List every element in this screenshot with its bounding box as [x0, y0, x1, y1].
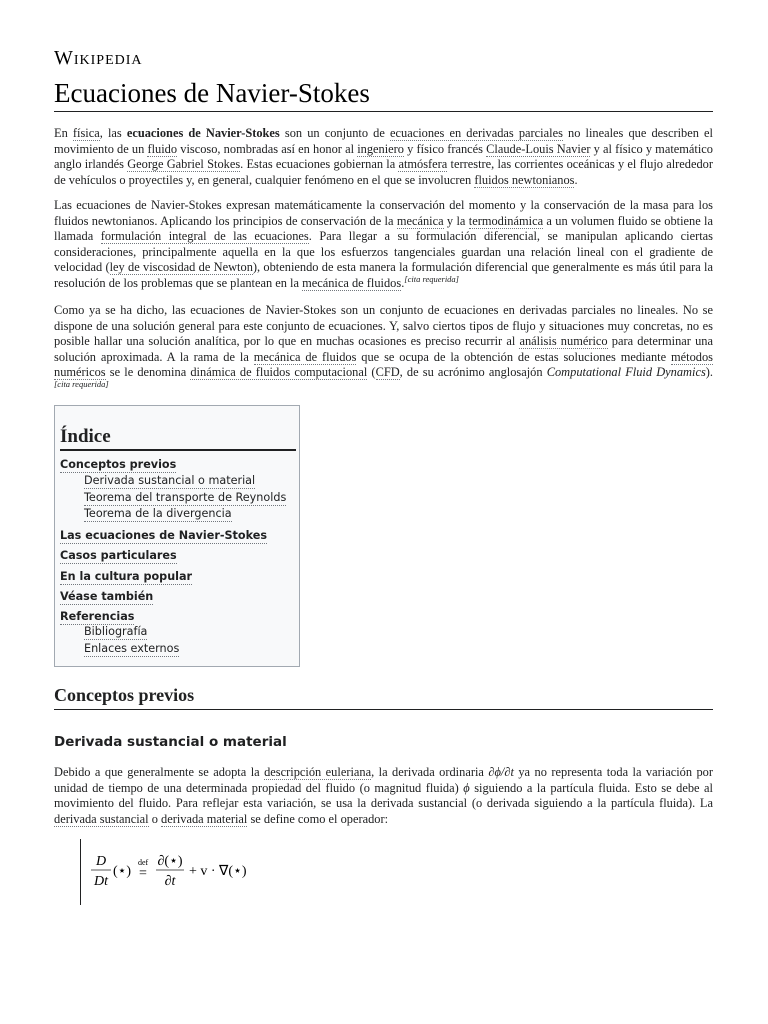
link-cfd[interactable]: CFD — [375, 365, 400, 379]
intro-paragraph-2: Las ecuaciones de Navier-Stokes expresan matemáticamente la conservación del momento y la conservación de la masa para los fluidos newtonianos. Aplicando los principios de conservación de la mecánica y la termodinámica a un volumen fluido se obtiene la llamada formulación integral de las ecuaciones. Para llegar a su formulación diferencial, se manipulan aplicando ciertas consideraciones, principalmente aquella en la que los esfuerzos tangenciales guardan una relación lineal con el gradiente de velocidad (ley de viscosidad de Newton), obteniendo de esta manera la formulación diferencial que generalmente es más útil para la resolución de los problemas que se plantean en la mecánica de fluidos.[cita requerida] — [54, 198, 714, 290]
link-metodos-numericos[interactable]: métodos numéricos — [54, 349, 713, 379]
material-derivative-formula — [80, 839, 281, 905]
link-fluido[interactable]: fluido — [147, 141, 178, 156]
wikipedia-wordmark[interactable]: Wikipedia — [54, 47, 143, 69]
toc-item-teorema-transporte[interactable]: Teorema del transporte de Reynolds — [84, 491, 287, 504]
formula-equals: = — [139, 866, 147, 881]
formula-def: def — [138, 858, 149, 867]
link-stokes[interactable]: George Gabriel Stokes — [127, 157, 241, 171]
formula-denominator: ∂t — [164, 874, 176, 889]
link-fluidos-newtonianos[interactable]: fluidos newtonianos — [474, 172, 575, 187]
toc-item-casos-particulares[interactable]: Casos particulares — [60, 549, 177, 562]
link-derivada-sustancial[interactable]: derivada sustancial — [54, 811, 149, 826]
toc-item-enlaces-externos[interactable]: Enlaces externos — [84, 642, 180, 655]
subsection-heading-derivada-sustancial: Derivada sustancial o material — [54, 734, 287, 750]
link-ley-viscosidad-newton[interactable]: ley de viscosidad de Newton — [109, 260, 253, 274]
table-of-contents — [54, 405, 300, 667]
math-phi: ϕ — [463, 780, 470, 795]
toc-item-derivada-sustancial[interactable]: Derivada sustancial o material — [84, 474, 256, 487]
citation-needed[interactable]: [cita requerida] — [404, 273, 459, 284]
link-mecanica-fluidos[interactable]: mecánica de fluidos — [302, 275, 402, 290]
section-paragraph: Debido a que generalmente se adopta la descripción euleriana, la derivada ordinaria ∂ϕ/∂t ya no representa toda la variación por unidad de tiempo de una determinada propiedad del fluido (o magnitud fluida) ϕ siguiendo a la partícula fluida. Esto se debe al movimiento del fluido. Para reflejar esta variación, se usa la derivada sustancial (o derivada siguiendo a la partícula fluida). La derivada sustancial o derivada material se define como el operador: — [54, 765, 714, 826]
link-ecuaciones-derivadas-parciales[interactable]: ecuaciones en derivadas parciales — [390, 126, 563, 140]
toc-title: Índice — [60, 426, 296, 451]
formula-star: (⋆) — [113, 864, 132, 879]
link-termodinamica[interactable]: termodinámica — [468, 213, 544, 228]
section-heading-conceptos-previos: Conceptos previos — [54, 685, 713, 710]
link-dinamica-fluidos-computacional[interactable]: dinámica de fluidos computacional — [190, 365, 368, 379]
link-mecanica-fluidos-2[interactable]: mecánica de fluidos — [253, 349, 357, 364]
math-partial-phi-t: ∂ϕ/∂t — [488, 765, 514, 779]
toc-item-conceptos-previos[interactable]: Conceptos previos — [60, 458, 177, 471]
toc-item-referencias[interactable]: Referencias — [60, 610, 135, 623]
link-atmosfera[interactable]: atmósfera — [398, 157, 448, 171]
toc-item-cultura-popular[interactable]: En la cultura popular — [60, 570, 193, 583]
toc-item-vease-tambien[interactable]: Véase también — [60, 590, 154, 603]
toc-item-ecuaciones[interactable]: Las ecuaciones de Navier-Stokes — [60, 529, 267, 542]
page-title: Ecuaciones de Navier-Stokes — [54, 78, 713, 112]
formula-graphic — [89, 849, 269, 899]
intro-paragraph-3: Como ya se ha dicho, las ecuaciones de Navier-Stokes son un conjunto de ecuaciones en derivadas parciales no lineales. No se dispone de una solución general para este conjunto de ecuaciones. Y, salvo ciertos tipos de flujo y situaciones muy concretas, no es posible hallar una solución analítica, por lo que en muchas ocasiones es preciso recurrir al análisis numérico para determinar una solución aproximada. A la rama de la mecánica de fluidos que se ocupa de la obtención de estas soluciones mediante métodos numéricos se le denomina dinámica de fluidos computacional (CFD, de su acrónimo anglosajón Computational Fluid Dynamics).[cita requerida] — [54, 303, 713, 389]
toc-item-bibliografia[interactable]: Bibliografía — [84, 625, 148, 638]
formula-rest: + v · ∇(⋆) — [189, 864, 247, 879]
formula-dt: Dt — [94, 874, 108, 889]
link-navier[interactable]: Claude-Louis Navier — [486, 141, 591, 156]
formula-d: D — [95, 854, 107, 869]
citation-needed[interactable]: [cita requerida] — [54, 378, 109, 389]
link-analisis-numerico[interactable]: análisis numérico — [519, 334, 608, 348]
formula-numerator: ∂(⋆) — [157, 854, 183, 869]
link-derivada-material[interactable]: derivada material — [161, 811, 248, 826]
link-descripcion-euleriana[interactable]: descripción euleriana — [264, 765, 372, 779]
link-fisica[interactable]: física — [72, 126, 100, 140]
toc-item-teorema-divergencia[interactable]: Teorema de la divergencia — [84, 507, 232, 520]
intro-paragraph-1: En física, las ecuaciones de Navier-Stokes son un conjunto de ecuaciones en derivadas parciales no lineales que describen el movimiento de un fluido viscoso, nombradas así en honor al ingeniero y físico francés Claude-Louis Navier y al físico y matemático anglo irlandés George Gabriel Stokes. Estas ecuaciones gobiernan la atmósfera terrestre, las corrientes oceánicas y el flujo alrededor de vehículos o proyectiles y, en general, cualquier fenómeno en el que se involucren fluidos newtonianos. — [54, 126, 713, 187]
link-mecanica[interactable]: mecánica — [396, 213, 444, 228]
link-formulacion-integral[interactable]: formulación integral de las ecuaciones — [100, 229, 309, 243]
link-ingeniero[interactable]: ingeniero — [357, 141, 404, 156]
